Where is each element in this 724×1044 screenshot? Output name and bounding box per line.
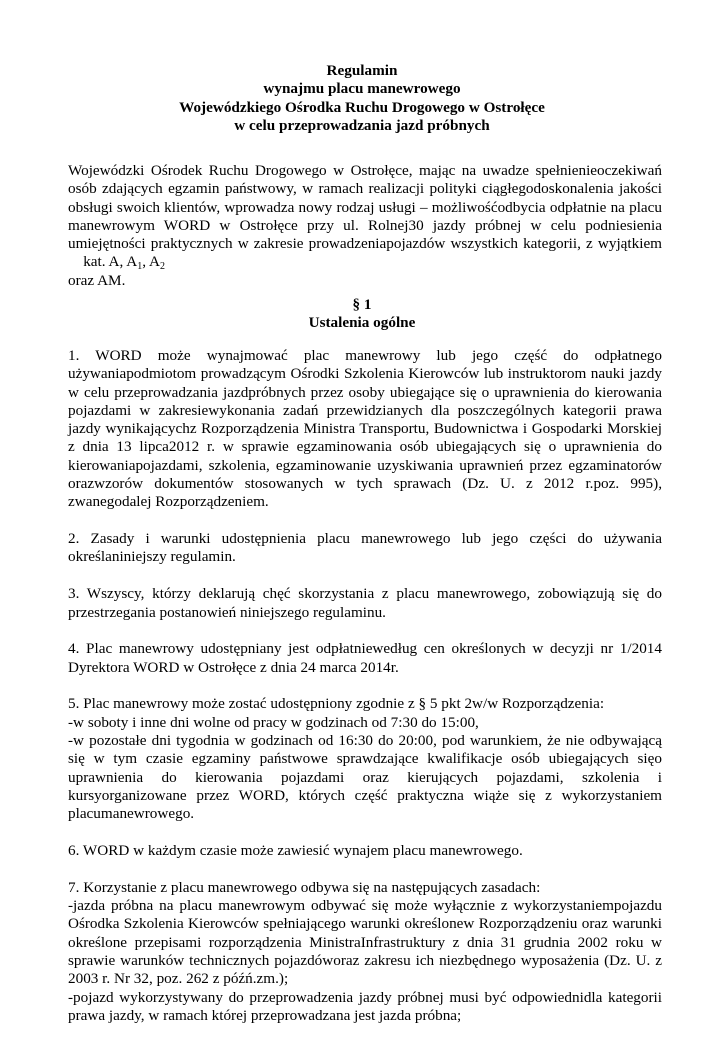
clause-6: 6. WORD w każdym czasie może zawiesić wynajem placu manewrowego. [68, 842, 523, 860]
section-title: Ustalenia ogólne [308, 314, 416, 332]
intro-categories [83, 253, 165, 273]
clause-7-line-1: 7. Korzystanie z placu manewrowego odbywa się na następujących zasadach: [68, 878, 541, 896]
clause-7-line-3: -pojazd wykorzystywany do przeprowadzenia jazdy próbnej musi być odpowiednidla kategorii prawa jazdy, w ramach której przeprowadzana jest jazda próbna; [68, 988, 662, 1024]
intro-paragraph [68, 162, 662, 290]
intro-cat-sub-1: 1 [137, 261, 143, 273]
clause-2: 2. Zasady i warunki udostępnienia placu manewrowego lub jego części do używania określaniniejszy regulamin. [68, 530, 662, 566]
document-title [0, 62, 724, 135]
title-line-4: w celu przeprowadzania jazd próbnych [234, 116, 490, 134]
clause-1: 1. WORD może wynajmować plac manewrowy lub jego część do odpłatnego używaniapodmiotom prowadzącym Ośrodki Szkolenia Kierowców lub instruktorom nauki jazdy w celu przeprowadzania jazdpróbnych przez osoby ubiegające się o uprawnienia do kierowania pojazdami w zakresiewykonania zadań przewidzianych dla poszczególnych kategorii prawa jazdy wynikającychz Rozporządzenia Ministra Transportu, Budownictwa i Gospodarki Morskiej z dnia 13 lipca2012 r. w sprawie egzaminowania osób ubiegających się o uprawnienia do kierowaniapojazdami, szkolenia, egzaminowanie uzyskiwania uprawnień przez egzaminatorów orazwzorów dokumentów stosowanych w tych sprawach (Dz. U. z 2012 r.poz. 995), zwanegodalej Rozporządzeniem. [68, 347, 662, 511]
clause-7-line-2: -jazda próbna na placu manewrowym odbywać się może wyłącznie z wykorzystaniempojazdu Ośrodka Szkolenia Kierowców spełniającego warunki określonew Rozporządzeniu oraz warunki określone przepisami rozporządzenia MinistraInfrastruktury z dnia 31 grudnia 2002 roku w sprawie warunków technicznych pojazdóworaz zakresu ich niezbędnego wyposażenia (Dz. U. z 2003 r. Nr 32, poz. 262 z późń.zm.); [68, 897, 662, 988]
section-heading [0, 296, 724, 333]
intro-text: Wojewódzki Ośrodek Ruchu Drogowego w Ostrołęce, mając na uwadze spełnienieoczekiwań osób zdających egzamin państwowy, w ramach realizacji polityki ciągłegodoskonalenia jakości obsługi swoich klientów, wprowadza nowy rodzaj usługi – możliwośćodbycia odpłatnie na placu manewrowym WORD w Ostrołęce przy ul. Rolnej30 jazdy próbnej w celu podniesienia umiejętności praktycznych w zakresie prowadzeniapojazdów wszystkich kategorii, z wyjątkiem [68, 162, 662, 253]
clauses-list [68, 347, 662, 1044]
clause-5-line-2: -w soboty i inne dni wolne od pracy w godzinach od 7:30 do 15:00, [68, 713, 479, 731]
clause-5-line-1: 5. Plac manewrowy może zostać udostępniony zgodnie z § 5 pkt 2w/w Rozporządzenia: [68, 695, 605, 713]
clause-7 [68, 879, 662, 1025]
clause-5-line-3: -w pozostałe dni tygodnia w godzinach od 16:30 do 20:00, pod warunkiem, że nie odbywającą się w tym czasie egzaminy państwowe sprawdzające kwalifikacje osób ubiegających sięo uprawnienia do kierowania pojazdami oraz kierujących pojazdami, szkolenia i kursyorganizowane przez WORD, których część praktyczna wiąże się z wykorzystaniem placumanewrowego. [68, 732, 662, 823]
clause-4: 4. Plac manewrowy udostępniany jest odpłatniewedług cen określonych w decyzji nr 1/2014 Dyrektora WORD w Ostrołęce z dnia 24 marca 2014r. [68, 640, 662, 676]
intro-cat-sub-2: 2 [159, 261, 165, 273]
title-line-3: Wojewódzkiego Ośrodka Ruchu Drogowego w Ostrołęce [179, 98, 545, 116]
clause-5 [68, 695, 662, 823]
intro-cat-sep: , A [142, 253, 160, 271]
clause-3: 3. Wszyscy, którzy deklarują chęć skorzystania z placu manewrowego, zobowiązują się do przestrzegania postanowień niniejszego regulaminu. [68, 585, 662, 621]
intro-cat-prefix: kat. A, A [83, 253, 138, 271]
intro-ending: oraz AM. [68, 271, 126, 289]
title-line-1: Regulamin [326, 62, 398, 79]
section-number: § 1 [352, 296, 372, 313]
title-line-2: wynajmu placu manewrowego [263, 80, 461, 98]
